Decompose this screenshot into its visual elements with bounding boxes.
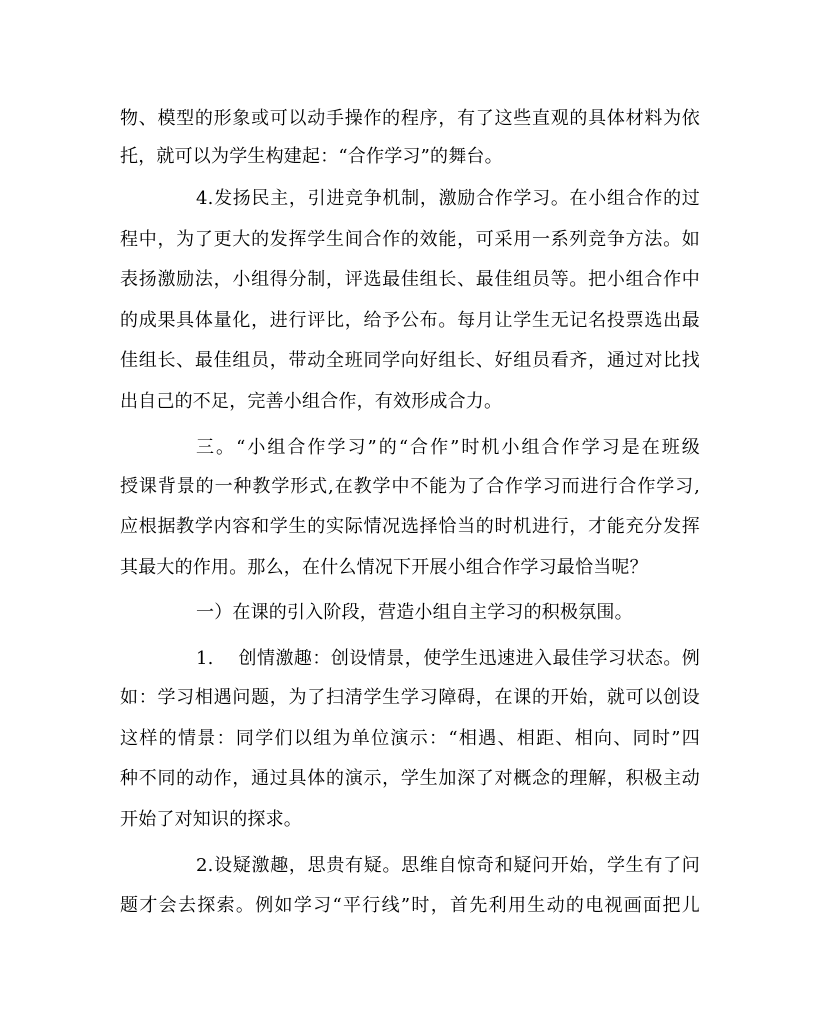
text-line: 应根据教学内容和学生的实际情况选择恰当的时机进行，才能充分发挥 bbox=[120, 516, 700, 537]
text-line: 程中，为了更大的发挥学生间合作的效能，可采用一系列竞争方法。如 bbox=[120, 229, 700, 250]
text-line: 这样的情景：同学们以组为单位演示：“相遇、相距、相向、同时”四 bbox=[120, 728, 700, 749]
text-line: 2.设疑激趣，思贵有疑。思维自惊奇和疑问开始，学生有了问 bbox=[196, 855, 700, 876]
text-line: 授课背景的一种教学形式,在教学中不能为了合作学习而进行合作学习, bbox=[120, 476, 700, 497]
text-line: 开始了对知识的探求。 bbox=[120, 809, 302, 830]
text-line: 三。“小组合作学习”的“合作”时机小组合作学习是在班级 bbox=[196, 437, 700, 458]
text-line: 4.发扬民主，引进竞争机制，激励合作学习。在小组合作的过 bbox=[196, 188, 700, 209]
text-line: 出自己的不足，完善小组合作，有效形成合力。 bbox=[120, 391, 503, 412]
text-line: 表扬激励法，小组得分制，评选最佳组长、最佳组员等。把小组合作中 bbox=[120, 269, 700, 290]
text-line: 托，就可以为学生构建起：“合作学习”的舞台。 bbox=[120, 146, 503, 167]
text-line: 物、模型的形象或可以动手操作的程序，有了这些直观的具体材料为依 bbox=[120, 108, 700, 129]
text-line: 一）在课的引入阶段，营造小组自主学习的积极氛围。 bbox=[196, 602, 633, 623]
text-line: 的成果具体量化，进行评比，给予公布。每月让学生无记名投票选出最 bbox=[120, 310, 700, 331]
text-line: 如：学习相遇问题，为了扫清学生学习障碍，在课的开始，就可以创设 bbox=[120, 687, 700, 708]
text-line: 种不同的动作，通过具体的演示，学生加深了对概念的理解，积极主动 bbox=[120, 768, 700, 789]
text-line: 其最大的作用。那么，在什么情况下开展小组合作学习最恰当呢？ bbox=[120, 557, 648, 578]
text-line: 题才会去探索。例如学习“平行线”时，首先利用生动的电视画面把儿 bbox=[120, 895, 700, 916]
text-line: 1. 创情激趣：创设情景，使学生迅速进入最佳学习状态。例 bbox=[196, 648, 700, 669]
text-line: 佳组长、最佳组员，带动全班同学向好组长、好组员看齐，通过对比找 bbox=[120, 350, 700, 371]
